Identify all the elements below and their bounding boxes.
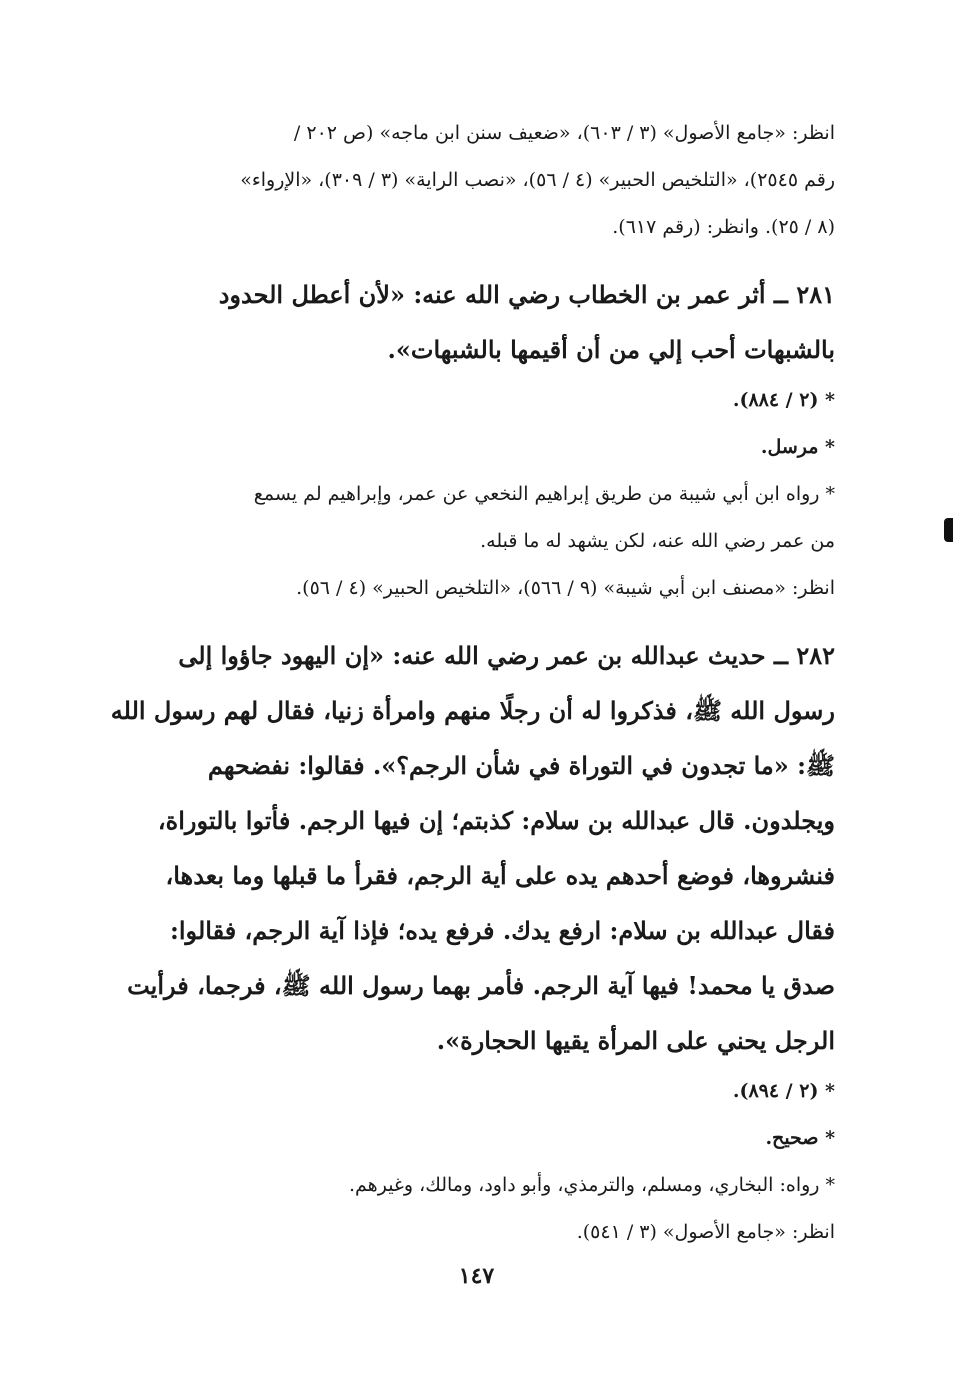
entry-volume-ref: * (٢ / ٨٨٤). <box>732 389 835 411</box>
entry-see-also: انظر: «جامع الأصول» (٣ / ٥٤١). <box>576 1221 835 1243</box>
page-edge-mark <box>944 518 953 542</box>
entry-heading-line: ﷺ: «ما تجدون في التوراة في شأن الرجم؟». فقالوا: نفضحهم <box>207 751 835 780</box>
entry-heading-line: ويجلدون. قال عبدالله بن سلام: كذبتم؛ إن فيها الرجم. فأتوا بالتوراة، <box>157 806 835 835</box>
entry-heading-line: فقال عبدالله بن سلام: ارفع يدك. فرفع يده؛ فإذا آية الرجم، فقالوا: <box>170 916 835 945</box>
entry-note-line: * رواه ابن أبي شيبة من طريق إبراهيم النخعي عن عمر، وإبراهيم لم يسمع <box>253 483 835 505</box>
page-body <box>105 110 835 1256</box>
reference-line: انظر: «جامع الأصول» (٣ / ٦٠٣)، «ضعيف سنن ابن ماجه» (ص ٢٠٢ / <box>293 122 835 144</box>
entry-heading-line: بالشبهات أحب إلي من أن أقيمها بالشبهات». <box>387 335 835 364</box>
reference-line: (٨ / ٢٥). وانظر: (رقم ٦١٧). <box>612 216 835 238</box>
entry-heading-line: ٢٨٢ ــ حديث عبدالله بن عمر رضي الله عنه: «إن اليهود جاؤوا إلى <box>178 641 835 670</box>
entry-281 <box>105 267 835 612</box>
entry-grade: * صحيح. <box>765 1127 835 1149</box>
reference-line: رقم ٢٥٤٥)، «التلخيص الحبير» (٤ / ٥٦)، «نصب الراية» (٣ / ٣٠٩)، «الإرواء» <box>240 169 835 191</box>
page-number: ١٤٧ <box>458 1263 495 1289</box>
entry-heading-line: الرجل يحني على المرأة يقيها الحجارة». <box>436 1026 835 1055</box>
entry-heading-line: ٢٨١ ــ أثر عمر بن الخطاب رضي الله عنه: «لأن أعطل الحدود <box>218 280 835 309</box>
entry-282 <box>105 628 835 1256</box>
entry-heading-line: صدق يا محمد! فيها آية الرجم. فأمر بهما رسول الله ﷺ، فرجما، فرأيت <box>127 971 835 1000</box>
entry-volume-ref: * (٢ / ٨٩٤). <box>732 1080 835 1102</box>
entry-grade: * مرسل. <box>760 436 835 458</box>
entry-note-line: * رواه: البخاري، ومسلم، والترمذي، وأبو داود، ومالك، وغيرهم. <box>349 1174 835 1196</box>
entry-heading-line: رسول الله ﷺ، فذكروا له أن رجلًا منهم وامرأة زنيا، فقال لهم رسول الله <box>110 696 835 725</box>
reference-block <box>105 110 835 251</box>
entry-heading-line: فنشروها، فوضع أحدهم يده على أية الرجم، فقرأ ما قبلها وما بعدها، <box>165 861 835 890</box>
entry-note-line: من عمر رضي الله عنه، لكن يشهد له ما قبله. <box>480 530 835 552</box>
entry-see-also: انظر: «مصنف ابن أبي شيبة» (٩ / ٥٦٦)، «التلخيص الحبير» (٤ / ٥٦). <box>296 577 835 599</box>
